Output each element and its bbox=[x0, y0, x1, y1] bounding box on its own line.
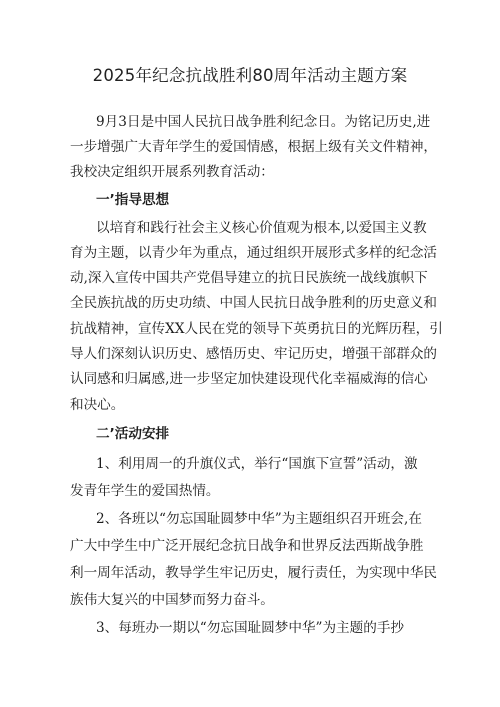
section2-line: 3、每班办一期以“勿忘国耻圆梦中华”为主题的手抄 bbox=[96, 620, 405, 636]
section2-line: 1、利用周一的升旗仪式，举行“国旗下宣誓”活动，激 bbox=[96, 456, 418, 472]
section1-line: 动,深入宣传中国共产党倡导建立的抗日民族统一战线旗帜下 bbox=[70, 270, 428, 286]
section-heading-activity-arrangement: 二’活动安排 bbox=[96, 426, 170, 442]
intro-line: 9月3日是中国人民抗日战争胜利纪念日。为铭记历史,进 bbox=[96, 114, 431, 130]
section2-line: 2、各班以“勿忘国耻圆梦中华”为主题组织召开班会,在 bbox=[96, 511, 422, 527]
document-title: 2025年纪念抗战胜利80周年活动主题方案 bbox=[92, 66, 408, 85]
section2-line: 发青年学生的爱国热情。 bbox=[70, 483, 220, 499]
section1-line: 导人们深刻认识历史、感悟历史、牢记历史，增强干部群众的 bbox=[70, 346, 438, 362]
section1-line: 认同感和归属感,进一步坚定加快建设现代化幸福威海的信心 bbox=[70, 371, 428, 387]
section-heading-guiding-ideology: 一’指导思想 bbox=[96, 192, 170, 208]
section1-line: 育为主题，以青少年为重点，通过组织开展形式多样的纪念活 bbox=[70, 245, 438, 261]
intro-line: 我校决定组织开展系列教育活动： bbox=[70, 164, 274, 180]
section1-line: 和决心。 bbox=[70, 397, 125, 413]
section1-line: 以培育和践行社会主义核心价值观为根本,以爱国主义教 bbox=[96, 220, 427, 236]
section1-line: 全民族抗战的历史功绩、中国人民抗日战争胜利的历史意义和 bbox=[70, 295, 438, 311]
section2-line: 利一周年活动，教导学生牢记历史，履行责任，为实现中华民 bbox=[70, 565, 438, 581]
section1-line: 抗战精神，宣传XX人民在党的领导下英勇抗日的光辉历程，引 bbox=[70, 321, 443, 337]
section2-line: 族伟大复兴的中国梦而努力奋斗。 bbox=[70, 592, 274, 608]
intro-line: 一步增强广大青年学生的爱国情感，根据上级有关文件精神， bbox=[70, 139, 438, 155]
section2-line: 广大中学生中广泛开展纪念抗日战争和世界反法西斯战争胜 bbox=[70, 538, 424, 554]
